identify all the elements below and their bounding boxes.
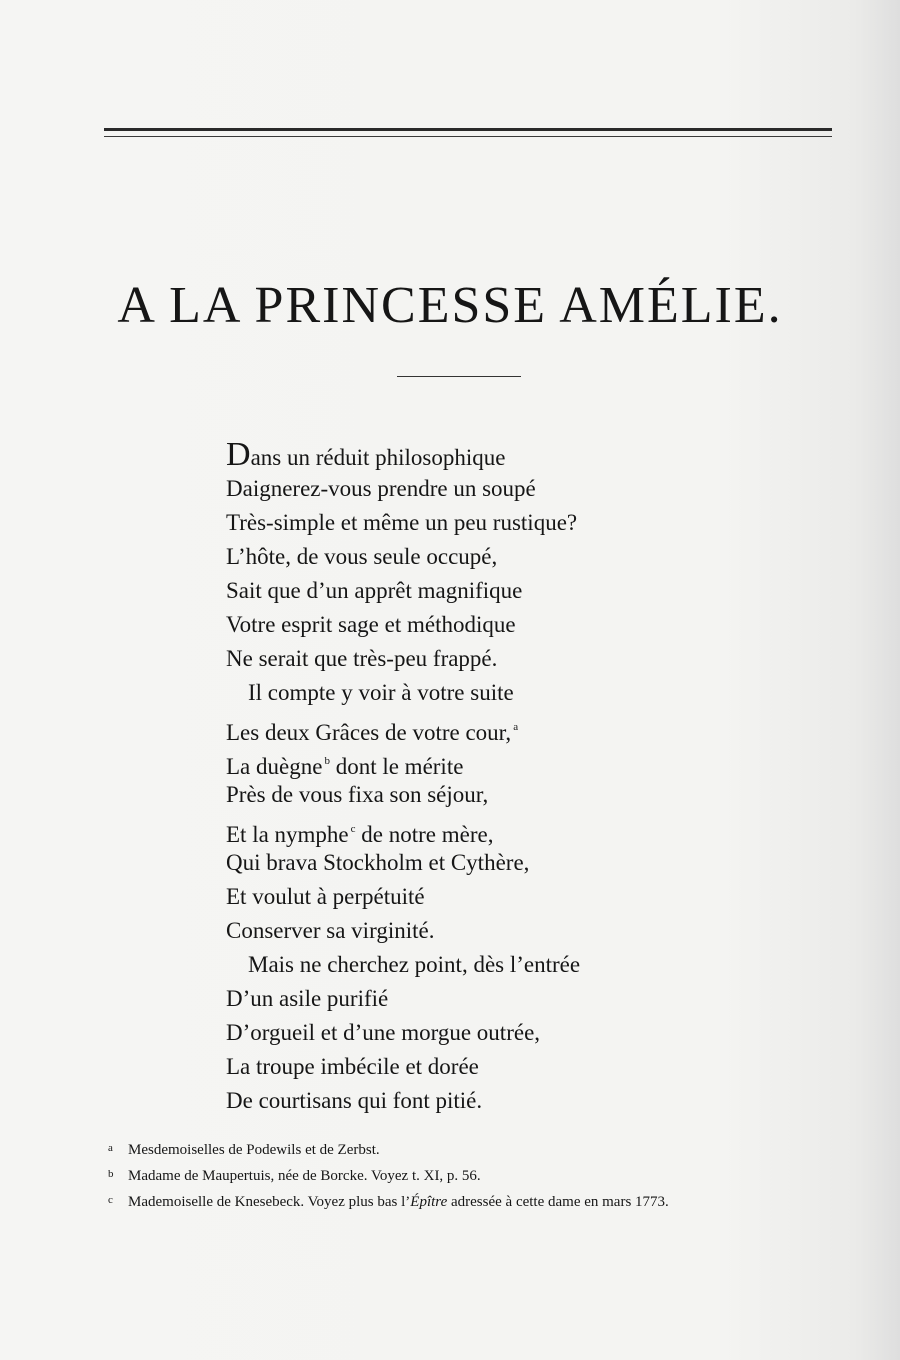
footnote-c (108, 1188, 848, 1214)
poem-line-text: Daignerez-vous prendre un soupé (226, 476, 536, 501)
poem-line (226, 846, 666, 880)
poem-line-text: Et la nymphe (226, 822, 349, 847)
poem-line-text: de notre mère, (355, 822, 494, 847)
poem-line-text: dont le mérite (329, 754, 464, 779)
poem-line (226, 1084, 666, 1118)
poem-line (226, 540, 666, 574)
poem-line-text: La duègne (226, 754, 323, 779)
footnote-mark: a (108, 1142, 113, 1154)
poem-line-text: Les deux Grâces de votre cour, (226, 720, 512, 745)
poem-line (226, 438, 666, 472)
footnotes (108, 1136, 848, 1214)
footnote-mark: c (108, 1194, 113, 1206)
poem-title: A LA PRINCESSE AMÉLIE. (117, 277, 783, 334)
footnote-text: adressée à cette dame en mars 1773. (447, 1194, 669, 1210)
poem-line (226, 880, 666, 914)
poem-line (226, 812, 666, 846)
poem-line (226, 710, 666, 744)
poem-line-text: Près de vous fixa son séjour, (226, 782, 489, 807)
poem-line-text: Votre esprit sage et méthodique (226, 612, 516, 637)
poem-line (226, 744, 666, 778)
footnote-text: Madame de Maupertuis, née de Borcke. Voyez t. XI, p. 56. (128, 1168, 481, 1184)
poem-line (226, 914, 666, 948)
poem-line (226, 472, 666, 506)
poem-line (226, 778, 666, 812)
poem-line (226, 642, 666, 676)
header-rule-thin (104, 136, 832, 137)
poem-line-text: Et voulut à perpétuité (226, 884, 425, 909)
header-rule-thick (104, 128, 832, 131)
footnote-b (108, 1162, 848, 1188)
poem-line (226, 574, 666, 608)
header-double-rule (104, 128, 832, 140)
poem-line-stanza-start (226, 676, 666, 710)
poem-line-text: D’un asile purifié (226, 986, 389, 1011)
poem-line-text: Sait que d’un apprêt magnifique (226, 578, 523, 603)
poem-line-text: Très-simple et même un peu rustique? (226, 510, 578, 535)
poem-line-text: Mais ne cherchez point, dès l’entrée (248, 952, 581, 977)
poem-line-text: Ne serait que très-peu frappé. (226, 646, 498, 671)
poem-body (226, 438, 666, 1118)
poem-line-text: L’hôte, de vous seule occupé, (226, 544, 498, 569)
poem-line (226, 506, 666, 540)
poem-line-text: D’orgueil et d’une morgue outrée, (226, 1020, 541, 1045)
poem-line-text: Conserver sa virginité. (226, 918, 435, 943)
footnote-text: Mesdemoiselles de Podewils et de Zerbst. (128, 1142, 380, 1158)
poem-line (226, 1050, 666, 1084)
poem-line-stanza-start (226, 948, 666, 982)
footnote-ref[interactable]: a (513, 721, 519, 733)
poem-line-text: Qui brava Stockholm et Cythère, (226, 850, 530, 875)
poem-line (226, 608, 666, 642)
footnote-a (108, 1136, 848, 1162)
footnote-mark: b (108, 1168, 114, 1180)
poem-line-text: ans un réduit philosophique (250, 445, 506, 470)
footnote-italic-title: Épître (410, 1194, 448, 1210)
poem-line-text: De courtisans qui font pitié. (226, 1088, 483, 1113)
poem-line (226, 982, 666, 1016)
poem-line (226, 1016, 666, 1050)
drop-cap: D (226, 436, 251, 473)
footnote-ref[interactable]: c (350, 823, 356, 835)
footnote-ref[interactable]: b (324, 755, 330, 767)
footnote-text: Mademoiselle de Knesebeck. Voyez plus bas l’ (128, 1194, 411, 1210)
poem-line-text: La troupe imbécile et dorée (226, 1054, 479, 1079)
title-divider (397, 376, 521, 377)
poem-line-text: Il compte y voir à votre suite (248, 680, 514, 705)
